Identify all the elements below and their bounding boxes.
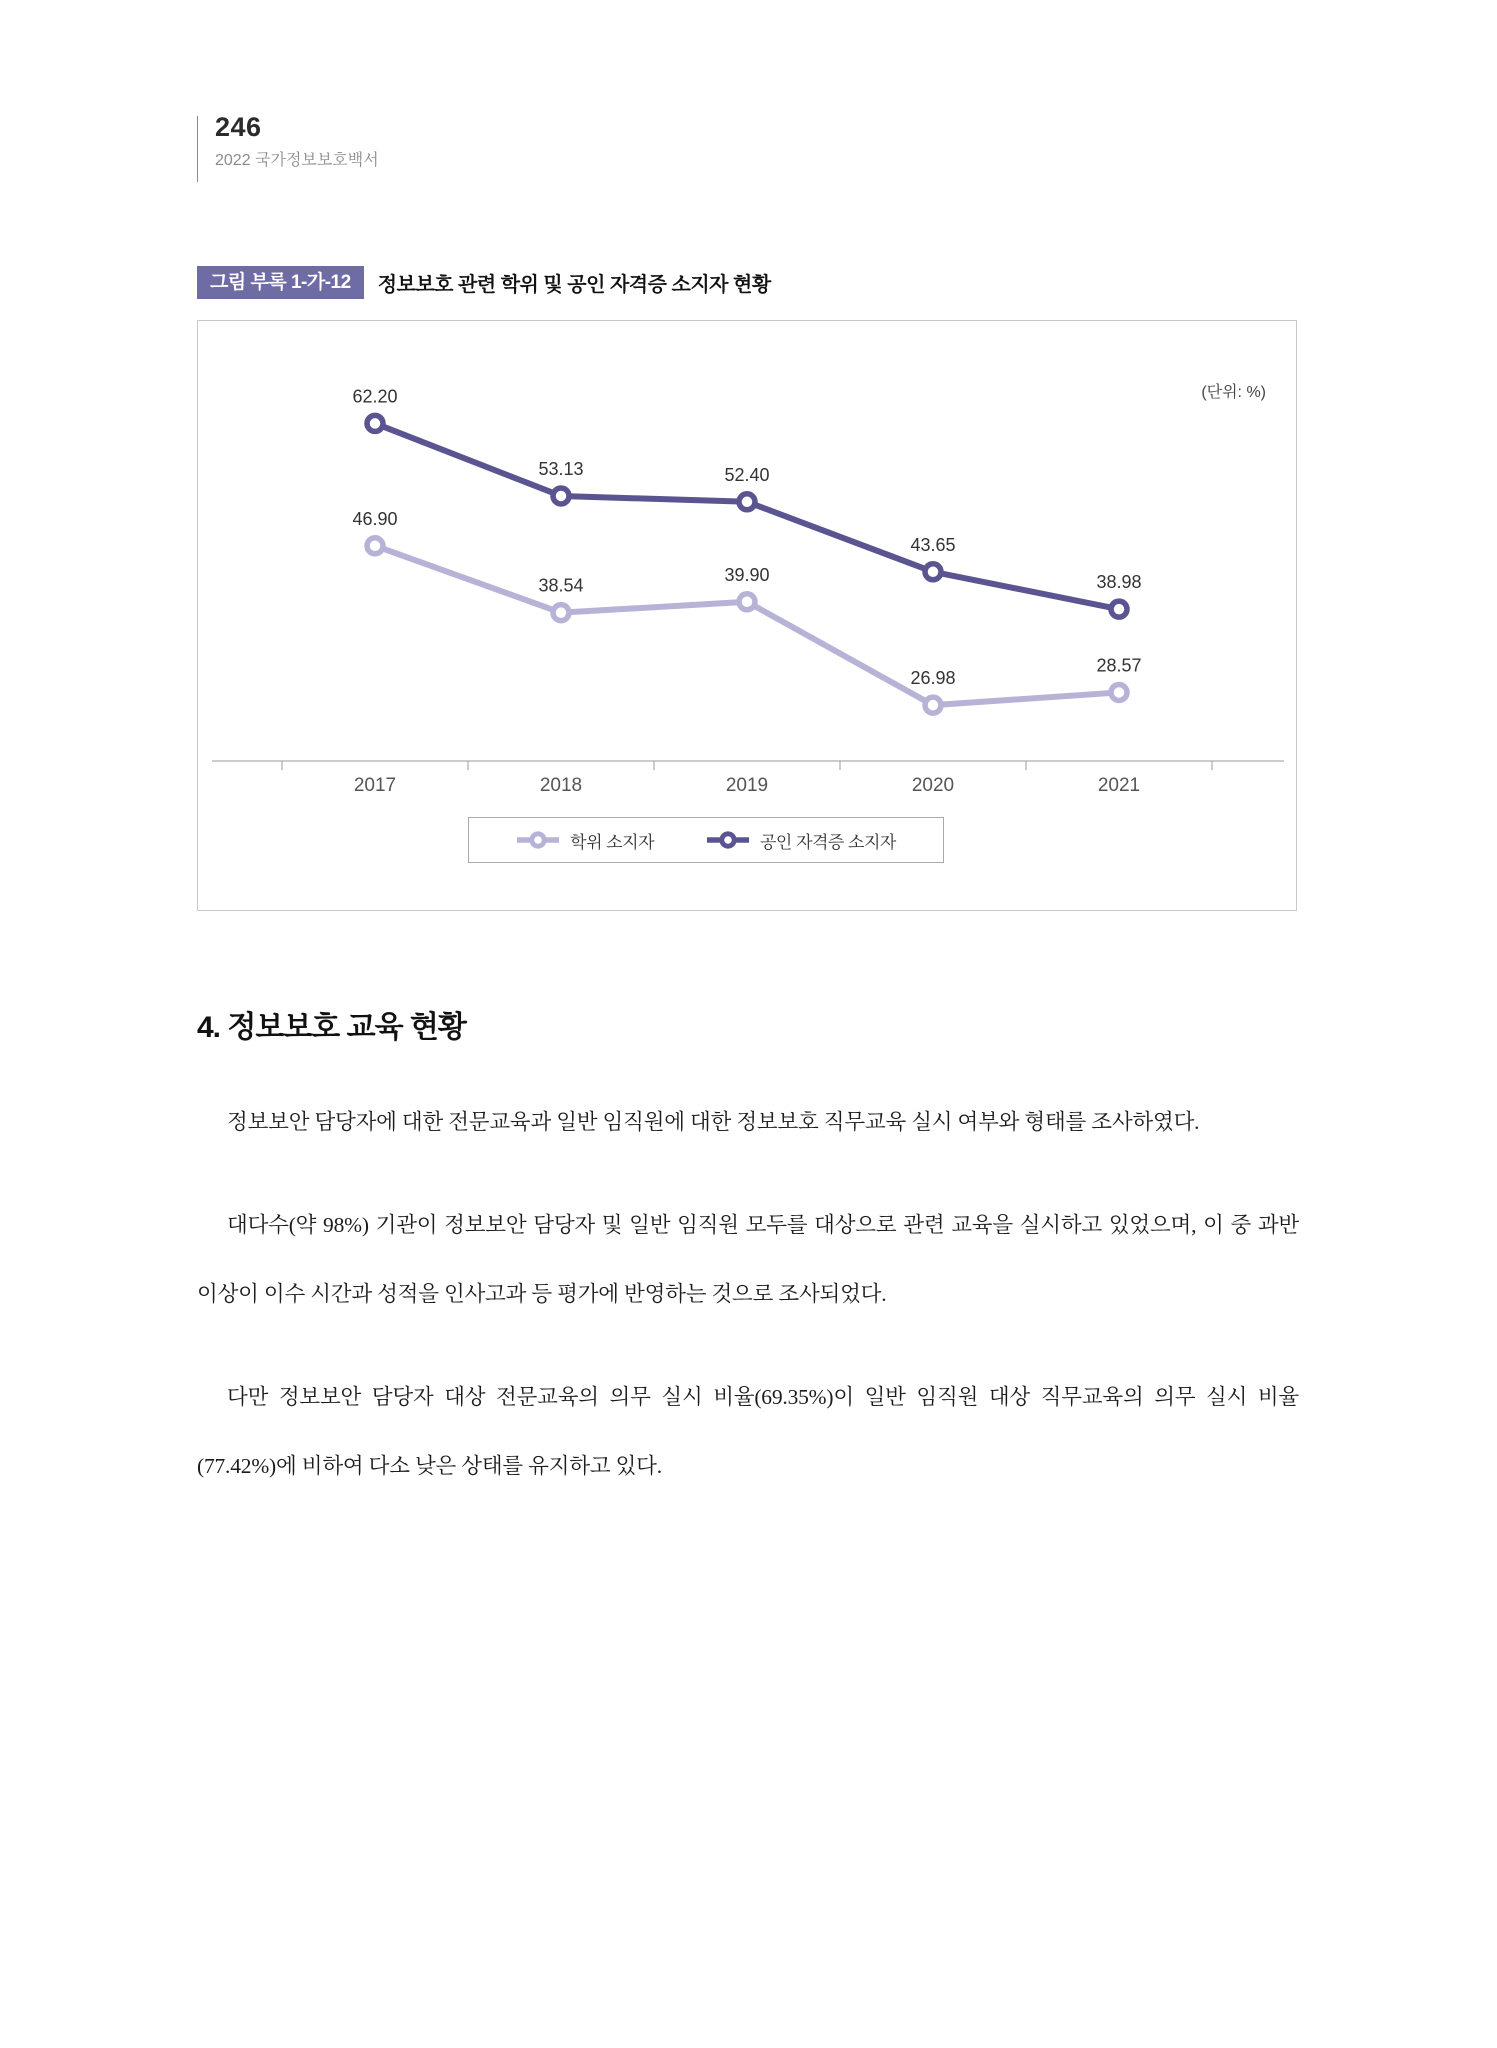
data-point-label: 39.90 — [724, 564, 770, 585]
chart-legend — [468, 817, 944, 863]
figure-badge: 그림 부록 1-가-12 — [197, 266, 364, 299]
data-point-marker — [739, 594, 755, 610]
data-point-label: 28.57 — [1096, 655, 1142, 676]
x-tick-label: 2018 — [539, 775, 583, 796]
data-point-label: 38.54 — [538, 575, 584, 596]
unit-note: (단위: %) — [1201, 384, 1266, 401]
data-point-label: 62.20 — [352, 386, 398, 407]
legend-marker-icon — [516, 831, 560, 849]
page-header — [197, 112, 379, 170]
figure-caption — [197, 266, 771, 299]
data-point-label: 52.40 — [724, 464, 770, 485]
publication-title: 2022 국가정보보호백서 — [215, 152, 379, 169]
paragraph: 다만 정보보안 담당자 대상 전문교육의 의무 실시 비율(69.35%)이 일반 임직원 대상 직무교육의 의무 실시 비율(77.42%)에 비하여 다소 낮은 상태를 유지하고 있다. — [197, 1385, 1299, 1478]
legend-label: 공인 자격증 소지자 — [760, 832, 896, 852]
paragraph: 정보보안 담당자에 대한 전문교육과 일반 임직원에 대한 정보보호 직무교육 실시 여부와 형태를 조사하였다. — [227, 1110, 1200, 1134]
x-tick-label: 2020 — [911, 775, 955, 796]
x-tick-label: 2021 — [1097, 775, 1141, 796]
header-vertical-rule — [197, 116, 198, 182]
data-point-marker — [367, 415, 383, 431]
chart-panel — [197, 320, 1297, 911]
paragraph: 대다수(약 98%) 기관이 정보보안 담당자 및 일반 임직원 모두를 대상으로 관련 교육을 실시하고 있었으며, 이 중 과반 이상이 이수 시간과 성적을 인사고과 등 평가에 반영하는 것으로 조사되었다. — [197, 1213, 1299, 1306]
legend-item — [516, 828, 654, 853]
data-point-marker — [367, 538, 383, 554]
legend-item — [706, 828, 896, 853]
data-point-label: 43.65 — [910, 534, 956, 555]
data-point-label: 46.90 — [352, 508, 398, 529]
page-number: 246 — [215, 112, 262, 142]
data-point-marker — [1111, 684, 1127, 700]
x-tick-label: 2019 — [725, 775, 769, 796]
data-point-marker — [553, 605, 569, 621]
section-heading: 4. 정보보호 교육 현황 — [197, 1011, 466, 1044]
legend-label: 학위 소지자 — [570, 832, 654, 852]
legend-marker-icon — [706, 831, 750, 849]
data-point-marker — [925, 564, 941, 580]
data-point-label: 38.98 — [1096, 572, 1142, 593]
data-point-label: 26.98 — [910, 668, 956, 689]
data-point-label: 53.13 — [538, 458, 584, 479]
data-point-marker — [739, 494, 755, 510]
figure-title: 정보보호 관련 학위 및 공인 자격증 소지자 현황 — [377, 274, 771, 296]
data-point-marker — [553, 488, 569, 504]
data-point-marker — [1111, 601, 1127, 617]
section-body — [197, 1088, 1299, 1535]
x-tick-label: 2017 — [353, 775, 397, 796]
data-point-marker — [925, 697, 941, 713]
